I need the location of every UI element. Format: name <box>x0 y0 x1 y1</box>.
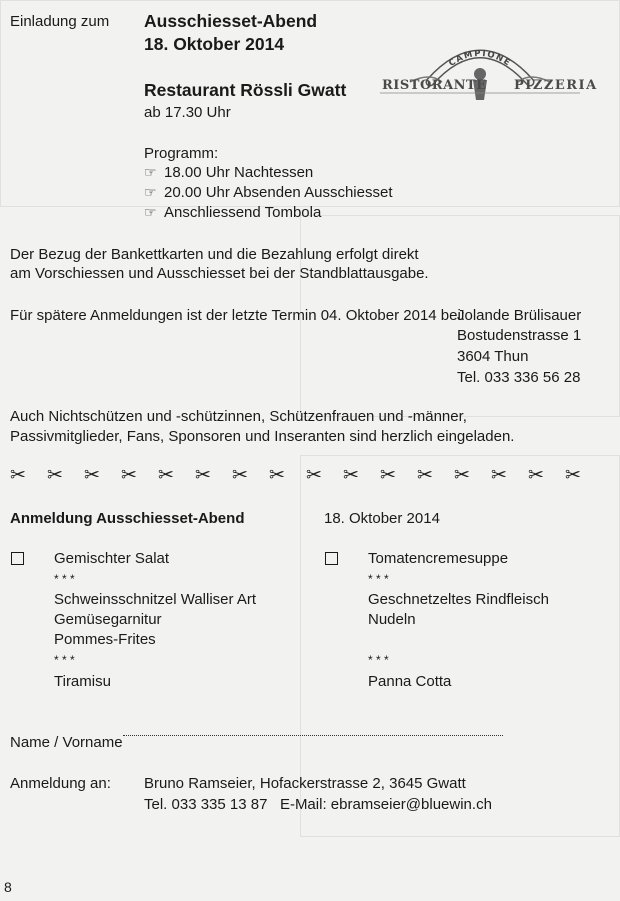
scissors-icon: ✂ <box>528 465 544 486</box>
event-title: Ausschiesset-Abend <box>144 11 318 31</box>
program-item-text: Anschliessend Tombola <box>164 204 322 221</box>
deadline-text: Für spätere Anmeldungen ist der letzte Termin 04. Oktober 2014 bei: <box>10 307 465 324</box>
scissors-icon: ✂ <box>417 465 433 486</box>
scissors-icon: ✂ <box>10 465 26 486</box>
menu-1-starter: Gemischter Salat <box>54 550 170 567</box>
program-item-text: 18.00 Uhr Nachtessen <box>164 164 314 181</box>
send-address: Bruno Ramseier, Hofackerstrasse 2, 3645 Gwatt <box>144 775 466 792</box>
name-label: Name / Vorname <box>10 734 123 751</box>
scissors-icon: ✂ <box>121 465 137 486</box>
scissors-icon: ✂ <box>491 465 507 486</box>
menu-1-main-2: Gemüsegarnitur <box>54 611 162 628</box>
scissors-icon: ✂ <box>380 465 396 486</box>
program-item-text: 20.00 Uhr Absenden Ausschiesset <box>164 184 393 201</box>
logo-right-word: PIZZERIA <box>514 78 598 93</box>
program-item <box>144 163 313 182</box>
start-time: ab 17.30 Uhr <box>144 104 231 121</box>
program-item <box>144 203 321 222</box>
menu-1-separator: * * * <box>54 572 75 586</box>
contact-name: Jolande Brülisauer <box>457 307 582 324</box>
send-label: Anmeldung an: <box>10 775 111 792</box>
registration-date: 18. Oktober 2014 <box>324 510 440 527</box>
pointing-hand-icon: ☞ <box>144 164 157 180</box>
menu-1-main-1: Schweinsschnitzel Walliser Art <box>54 591 257 608</box>
invitees-line-1: Auch Nichtschützen und -schützinnen, Schützenfrauen und -männer, <box>10 408 467 425</box>
logo-left-word: RISTORANTE <box>382 78 487 93</box>
restaurant-logo <box>380 38 598 108</box>
menu-2-separator: * * * <box>368 572 389 586</box>
name-input-line[interactable] <box>123 735 503 736</box>
contact-street: Bostudenstrasse 1 <box>457 327 582 344</box>
menu-2-main-1: Geschnetzeltes Rindfleisch <box>368 591 549 608</box>
scissors-icon: ✂ <box>343 465 359 486</box>
svg-text:CAMPIONE <box>447 49 513 69</box>
scissors-icon: ✂ <box>565 465 581 486</box>
program-title: Programm: <box>144 145 219 162</box>
scissors-icon: ✂ <box>84 465 100 486</box>
scissors-icon: ✂ <box>306 465 322 486</box>
menu-2-checkbox[interactable] <box>325 552 338 565</box>
billing-info-line-1: Der Bezug der Bankettkarten und die Bezahlung erfolgt direkt <box>10 246 419 263</box>
scissors-icon: ✂ <box>158 465 174 486</box>
logo-graphic <box>380 38 582 108</box>
scissors-icon: ✂ <box>454 465 470 486</box>
scissors-icon: ✂ <box>232 465 248 486</box>
event-date: 18. Oktober 2014 <box>144 34 285 54</box>
menu-2-separator: * * * <box>368 653 389 667</box>
send-contact: Tel. 033 335 13 87 E-Mail: ebramseier@bluewin.ch <box>144 796 492 813</box>
logo-arc-text: CAMPIONE <box>447 48 513 69</box>
scissors-icon: ✂ <box>269 465 285 486</box>
pointing-hand-icon: ☞ <box>144 204 157 220</box>
invitees-line-2: Passivmitglieder, Fans, Sponsoren und Inseranten sind herzlich eingeladen. <box>10 428 515 445</box>
scissors-icon: ✂ <box>47 465 63 486</box>
program-item <box>144 183 393 202</box>
page-number: 8 <box>4 879 12 895</box>
billing-info-line-2: am Vorschiessen und Ausschiesset bei der Standblattausgabe. <box>10 265 429 282</box>
menu-1-main-3: Pommes-Frites <box>54 631 156 648</box>
invite-label: Einladung zum <box>10 13 110 30</box>
menu-1-separator: * * * <box>54 653 75 667</box>
scissors-icon: ✂ <box>195 465 211 486</box>
pointing-hand-icon: ☞ <box>144 184 157 200</box>
menu-1-checkbox[interactable] <box>11 552 24 565</box>
contact-phone: Tel. 033 336 56 28 <box>457 369 581 386</box>
registration-title: Anmeldung Ausschiesset-Abend <box>10 510 245 527</box>
contact-city: 3604 Thun <box>457 348 529 365</box>
menu-1-dessert: Tiramisu <box>54 673 111 690</box>
venue-name: Restaurant Rössli Gwatt <box>144 80 347 100</box>
menu-2-starter: Tomatencremesuppe <box>368 550 509 567</box>
menu-2-main-2: Nudeln <box>368 611 416 628</box>
menu-2-dessert: Panna Cotta <box>368 673 452 690</box>
